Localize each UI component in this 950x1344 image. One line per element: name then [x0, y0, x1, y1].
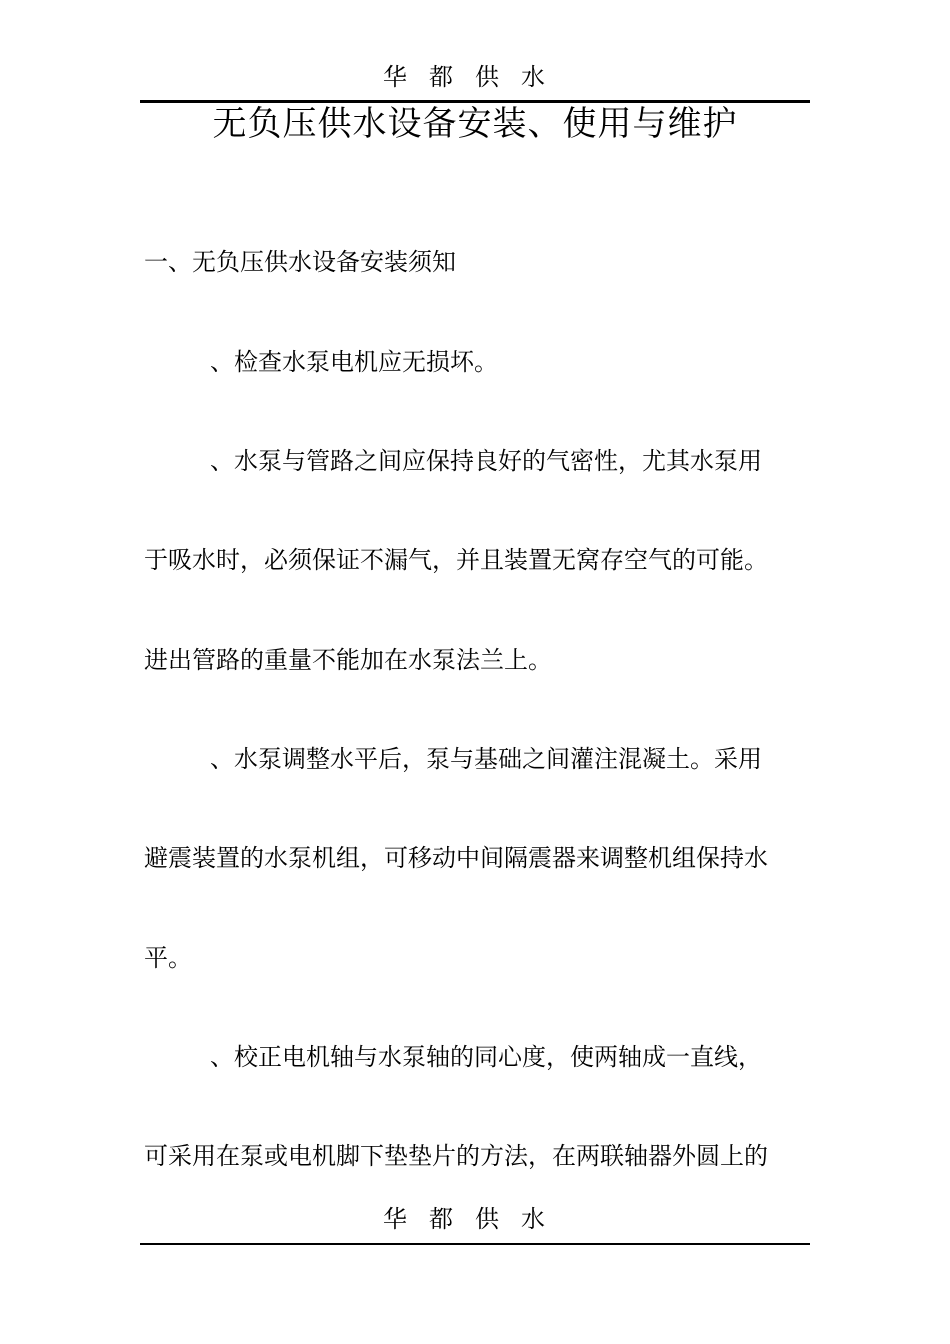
footer-rule: [140, 1243, 810, 1245]
text-line-1: 、检查水泵电机应无损坏。: [210, 348, 498, 376]
text-line-4: 进出管路的重量不能加在水泵法兰上。: [144, 646, 552, 674]
text-line-7: 平。: [144, 944, 192, 972]
section-heading: 一、无负压供水设备安装须知: [144, 248, 456, 276]
page-footer: 华都供水: [383, 1205, 567, 1233]
text-line-6: 避震装置的水泵机组，可移动中间隔震器来调整机组保持水: [144, 844, 768, 872]
document-title: 无负压供水设备安装、使用与维护: [212, 104, 738, 144]
text-line-5: 、水泵调整水平后，泵与基础之间灌注混凝土。采用: [210, 745, 762, 773]
text-line-9: 可采用在泵或电机脚下垫垫片的方法，在两联轴器外圆上的: [144, 1142, 768, 1170]
text-line-3: 于吸水时，必须保证不漏气，并且装置无窝存空气的可能。: [144, 546, 768, 574]
text-line-8: 、校正电机轴与水泵轴的同心度，使两轴成一直线，: [210, 1043, 762, 1071]
text-line-2: 、水泵与管路之间应保持良好的气密性，尤其水泵用: [210, 447, 762, 475]
page-header: 华都供水: [383, 63, 567, 91]
